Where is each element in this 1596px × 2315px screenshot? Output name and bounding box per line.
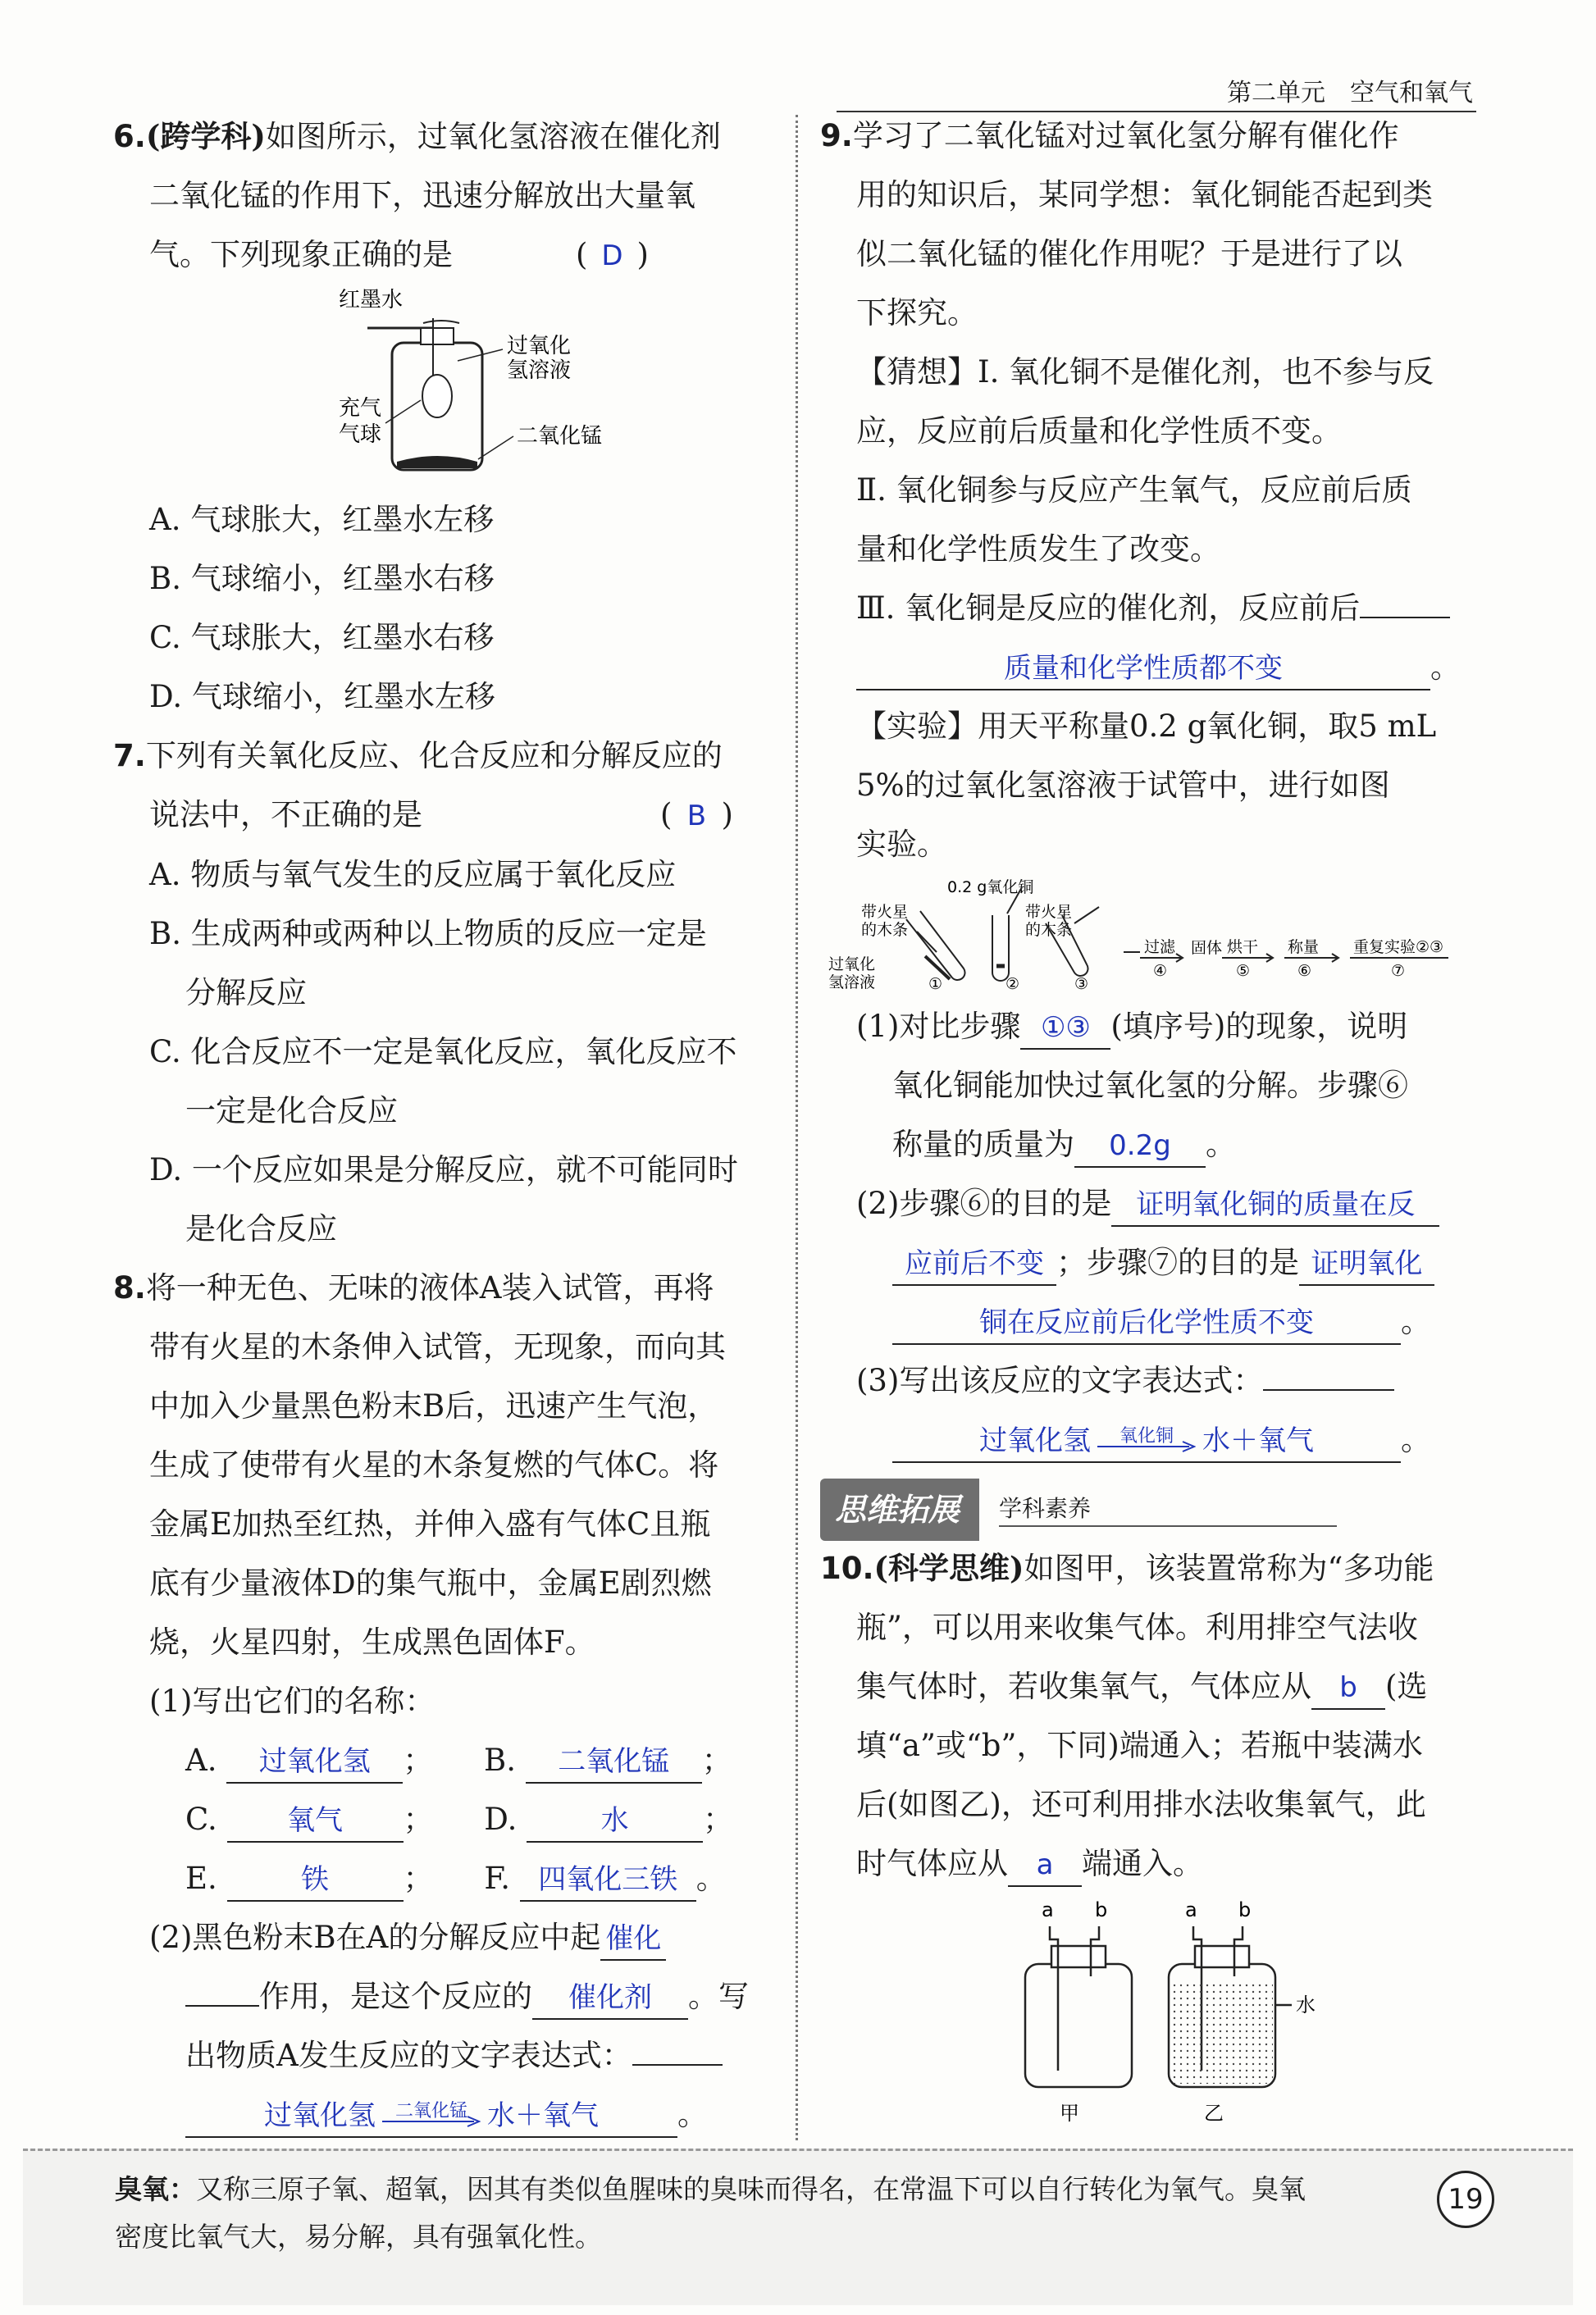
q9-p3: (3)写出该反应的文字表达式： [856,1363,1264,1398]
q7-option-a: A. 物质与氧气发生的反应属于氧化反应 [149,857,677,892]
q8-eq-end: 。 [677,2097,708,2132]
q9-p1-d: 称量的质量为 [892,1127,1074,1162]
q10-text-6a: 时气体应从 [856,1846,1008,1881]
q10-fig-yi: 乙 [1204,2102,1224,2125]
question-8 [113,1259,777,2144]
q9-splint-3 [1074,907,1099,923]
q9-part-2-line-2 [820,1233,1476,1292]
q9-blank-purpose-6a[interactable] [1111,1183,1439,1227]
q9-blank-eq-lead [1263,1389,1394,1391]
q9-fig-solid: 固体 [1191,939,1223,957]
q10-fig-b-2: b [1238,1898,1252,1921]
q10-answer-1: b [1339,1671,1357,1704]
unit-header: 第二单元 空气和氧气 [1227,79,1473,107]
q8-label-c: C. [185,1802,217,1837]
q9-eq-product: 水＋氧气 [1202,1424,1314,1457]
q9-guess-3-answer: 质量和化学性质都不变 [1004,652,1283,685]
q7-option-c-2: 一定是化合反应 [185,1093,398,1128]
q8-names-row-2 [113,1790,777,1849]
q8-blank-b[interactable] [526,1740,702,1784]
column-divider [796,115,798,2140]
left-column [113,107,777,2144]
q8-sep-c: ； [403,1802,434,1837]
section-banner [820,1481,1476,1538]
q6-label-catalyst: 二氧化锰 [517,424,603,449]
q8-sep-b: ； [701,1743,732,1778]
q10-fig-jia: 甲 [1060,2102,1079,2125]
q10-text-5: 后(如图乙)，还可利用排水法收集氧气，此 [856,1787,1426,1822]
q8-stem-4: 生成了使带有火星的木条复燃的气体C。将 [149,1447,719,1483]
q9-p1-end: 。 [1206,1127,1236,1162]
q9-fig-dry: 烘干 [1227,938,1259,956]
q9-fig-step-4: ④ [1153,962,1168,980]
q6-leader-balloon [385,400,421,423]
q9-fig-repeat: 重复实验②③ [1353,938,1444,956]
q6-label-ink: 红墨水 [339,288,404,312]
q9-blank-mass[interactable] [1074,1124,1206,1168]
q6-line-3 [113,226,777,285]
q9-fig-sol-b: 氢溶液 [828,973,876,991]
q10-text-3b: (选 [1385,1669,1428,1704]
q9-p1-a: (1)对比步骤 [856,1009,1021,1044]
q8-sep-e: ； [403,1861,434,1896]
q10-fig-a-1: a [1042,1898,1054,1921]
q7-number: 7. [113,738,146,773]
q7-answer: B [686,800,707,832]
q7-stem-1: 下列有关氧化反应、化合反应和分解反应的 [145,738,723,773]
q10-line-1 [820,1538,1476,1598]
q8-p2-text-1: (2)黑色粉末B在A的分解反应中起 [149,1920,601,1955]
q9-fig-sol-a: 过氧化 [828,955,876,973]
q9-exp-3: 实验。 [856,827,947,862]
q8-stem-7: 烧，火星四射，生成黑色固体F。 [149,1625,595,1660]
q8-stem-6: 底有少量液体D的集气瓶中，金属E剧烈燃 [149,1565,712,1601]
q8-answer-c: 氧气 [287,1804,344,1837]
q10-tag: (科学思维) [873,1550,1024,1586]
q6-answer-parens: ( D ) [576,237,649,272]
q9-fig-step-5: ⑤ [1236,962,1251,980]
q9-p2-a: (2)步骤⑥的目的是 [856,1186,1112,1221]
q8-label-d: D. [484,1802,518,1837]
q9-experiment-figure [828,874,1452,997]
footer-term: 臭氧： [115,2173,196,2205]
footer-note [23,2149,1573,2305]
q7-line-1 [113,727,777,786]
q8-end-f: 。 [695,1861,727,1896]
q8-stem-5: 金属E加热至红热，并伸入盛有气体C且瓶 [149,1506,711,1542]
q6-label-balloon-2: 气球 [339,422,382,447]
q6-label-solution-1: 过氧化 [507,334,572,358]
q9-fig-cuo: 0.2 g氧化铜 [947,878,1034,896]
q9-blank-purpose-7b[interactable] [892,1301,1401,1345]
q9-answer-purpose-7b: 铜在反应前后化学性质不变 [979,1306,1314,1339]
q9-fig-step-3: ③ [1074,975,1089,993]
q10-text-3a: 集气体时，若收集氧气，气体应从 [856,1669,1311,1704]
q8-sep-d: ； [703,1802,734,1837]
q8-answer-a: 过氧化氢 [258,1745,371,1778]
q9-fig-spark-2b: 的木条 [1025,921,1073,939]
q9-exp-2: 5%的过氧化氢溶液于试管中，进行如图 [856,768,1390,803]
q7-stem-2: 说法中，不正确的是 [149,797,422,832]
q7-option-d-2: 是化合反应 [185,1211,337,1246]
q8-blank-catalyst[interactable] [532,1976,688,2020]
q8-label-e: E. [185,1861,217,1896]
q10-line-3 [820,1657,1476,1716]
q8-blank-d[interactable] [527,1799,703,1843]
q9-guess-2b: 量和化学性质发生了改变。 [856,531,1220,567]
q9-blank-purpose-7a[interactable] [1299,1242,1434,1286]
q9-stem-4: 下探究。 [856,295,978,330]
q9-exp-label: 【实验】 [856,709,978,744]
q10-bottles-figure [1009,1898,1353,2128]
q9-eq-end: 。 [1401,1422,1431,1457]
question-6 [113,107,777,727]
q8-part-2-line-2 [113,1967,777,2026]
question-7 [113,727,777,1259]
q9-guess-label: 【猜想】 [856,354,978,390]
q9-equation-line [820,1410,1476,1470]
q8-blank-role-cont [185,2005,259,2007]
q8-label-f: F. [484,1861,510,1896]
q9-part-1-line-3 [820,1115,1476,1174]
q6-balloon [422,375,452,417]
section-title: 思维拓展 [820,1479,979,1541]
q9-stem-3: 似二氧化锰的催化作用呢？于是进行了以 [856,236,1402,271]
q9-fig-step-2: ② [1005,975,1020,993]
q10-bottle-jia [1025,1964,1132,2087]
q9-stem-1: 学习了二氧化锰对过氧化氢分解有催化作 [852,118,1399,153]
q9-exp-line-1 [820,697,1476,756]
q9-eq-arrow [1097,1426,1196,1459]
q8-eq-reactant: 过氧化氢 [264,2099,376,2132]
question-9 [820,107,1476,1470]
q9-guess-3-end: 。 [1430,649,1461,685]
q10-answer-2: a [1036,1848,1054,1881]
q9-arrow-icon [1097,1441,1196,1452]
q8-part-2-line-1 [113,1908,777,1967]
q9-answer-purpose-6b: 应前后不变 [905,1247,1044,1280]
q8-line-1 [113,1259,777,1318]
q9-guess-1b: 应，反应前后质量和化学性质不变。 [856,413,1342,449]
q8-eq-arrow [382,2101,481,2134]
question-10 [820,1538,1476,2128]
q9-p2-end: 。 [1401,1304,1431,1339]
q10-blank-1[interactable] [1311,1666,1385,1710]
q7-option-c-1: C. 化合反应不一定是氧化反应，氧化反应不 [149,1034,737,1069]
q9-tube-1 [906,911,965,980]
footer-text [115,2166,1419,2261]
q10-text-6b: 端通入。 [1082,1846,1203,1881]
q8-blank-e[interactable] [227,1858,404,1902]
q8-arrow-icon [382,2116,481,2127]
q7-answer-parens: ( B ) [660,797,733,832]
q9-eq-reactant: 过氧化氢 [979,1424,1091,1457]
q6-catalyst-layer [397,456,477,468]
q8-answer-role: 催化 [605,1922,662,1955]
q8-blank-f[interactable] [520,1858,696,1902]
q8-eq-condition: 二氧化锰 [394,2100,467,2121]
q9-guess-3-line [820,579,1476,638]
q10-water-fill [1171,1980,1273,2084]
q6-ink-drop [423,321,459,323]
q10-text-2: 瓶”，可以用来收集气体。利用排空气法收 [856,1610,1418,1645]
q9-number: 9. [820,118,853,153]
q6-stem-2: 二氧化锰的作用下，迅速分解放出大量氧 [149,178,695,213]
q9-part-2-line-3 [820,1292,1476,1351]
q10-fig-b-1: b [1095,1898,1108,1921]
q9-blank-guess-3[interactable] [856,647,1430,690]
q9-guess-1a: Ⅰ. 氧化铜不是催化剂，也不参与反 [978,354,1434,390]
q7-option-b-1: B. 生成两种或两种以上物质的反应一定是 [149,916,707,951]
q8-blank-equation[interactable] [185,2094,677,2138]
q9-stem-2: 用的知识后，某同学想：氧化铜能否起到类 [856,177,1433,212]
q9-fig-spark-1b: 的木条 [861,921,909,939]
q8-equation-line [113,2085,777,2144]
q9-eq-condition: 氧化铜 [1119,1425,1174,1447]
q6-stem-3: 气。下列现象正确的是 [149,237,453,272]
q8-stem-1: 将一种无色、无味的液体A装入试管，再将 [145,1270,714,1306]
q8-p2-text-4: 出物质A发生反应的文字表达式： [185,2038,632,2073]
q8-eq-product: 水＋氧气 [487,2099,599,2132]
q10-stopper-yi [1195,1946,1249,1967]
q8-blank-c[interactable] [227,1799,404,1843]
footer-text-2: 密度比氧气大，易分解，具有强氧化性。 [115,2221,602,2253]
q8-blank-role[interactable] [600,1917,666,1961]
q8-names-row-1 [113,1731,777,1790]
q9-line-1 [820,107,1476,166]
q7-option-d-1: D. 一个反应如果是分解反应，就不可能同时 [149,1152,738,1187]
q9-blank-guess-lead [1360,617,1450,618]
q6-stem-1: 如图所示，过氧化氢溶液在催化剂 [265,119,721,154]
q6-number: 6. [113,119,146,154]
q9-fig-spark-1a: 带火星 [861,903,909,921]
q8-names-row-3 [113,1849,777,1908]
q8-stem-3: 中加入少量黑色粉末B后，迅速产生气泡， [149,1388,718,1424]
q9-fig-step-6: ⑥ [1297,962,1312,980]
q9-blank-purpose-6b[interactable] [892,1242,1056,1286]
q9-fig-weigh: 称量 [1288,938,1320,956]
q9-fig-spark-2a: 带火星 [1025,903,1073,921]
q10-line-6 [820,1834,1476,1893]
q10-fig-a-2: a [1185,1898,1197,1921]
q9-blank-equation[interactable] [892,1420,1401,1463]
q6-label-balloon-1: 充气 [339,396,382,421]
q6-option-c: C. 气球胀大，红墨水右移 [149,620,495,655]
q8-answer-catalyst: 催化剂 [568,1981,652,2014]
q8-blank-eq-lead [632,2064,723,2066]
q8-p2-text-3: 。写 [688,1979,749,2014]
q9-guess-2a: Ⅱ. 氧化铜参与反应产生氧气，反应前后质 [856,472,1412,508]
q7-line-2 [113,786,777,845]
q10-stopper-jia [1051,1946,1106,1967]
right-column [820,107,1476,2128]
q9-tube-2 [992,915,1009,981]
q7-option-b-2: 分解反应 [185,975,307,1010]
q6-line-1 [113,107,777,166]
footer-text-1: 又称三原子氧、超氧，因其有类似鱼腥味的臭味而得名，在常温下可以自行转化为氧气。臭氧 [196,2173,1306,2205]
q8-answer-d: 水 [600,1804,629,1837]
section-subtitle: 学科素养 [999,1492,1337,1527]
q9-part-3-line-1 [820,1351,1476,1410]
q9-guess-3: Ⅲ. 氧化铜是反应的催化剂，反应前后 [856,590,1361,626]
q6-tag: (跨学科) [145,118,266,154]
q9-fig-step-1: ① [928,975,943,993]
q8-answer-e: 铁 [301,1863,330,1896]
q6-apparatus-figure [335,285,663,490]
q8-sep-a: ； [403,1743,434,1778]
q9-answer-steps: ①③ [1040,1011,1091,1044]
q8-label-a: A. [185,1743,217,1778]
q9-splint-1 [917,932,937,952]
q6-label-solution-2: 氢溶液 [507,358,572,383]
q10-blank-2[interactable] [1008,1843,1082,1887]
q9-p1-c: 氧化铜能加快过氧化氢的分解。步骤⑥ [892,1068,1408,1103]
q9-answer-purpose-7a: 证明氧化 [1311,1247,1423,1280]
q8-stem-2: 带有火星的木条伸入试管，无现象，而向其 [149,1329,726,1365]
q9-fig-filter: 过滤 [1144,938,1176,956]
q9-blank-steps[interactable] [1020,1006,1110,1050]
q8-answer-f: 四氧化三铁 [538,1863,678,1896]
q10-number: 10. [820,1551,874,1586]
q9-guess-line-1 [820,343,1476,402]
q9-part-2-line-1 [820,1174,1476,1233]
q9-guess-3-answer-line [820,638,1476,697]
q10-text-1: 如图甲，该装置常称为“多功能 [1024,1551,1434,1586]
q8-number: 8. [113,1270,146,1306]
q9-exp-1: 用天平称量0.2 g氧化铜，取5 mL [978,709,1437,744]
q6-option-b: B. 气球缩小，红墨水右移 [149,561,495,596]
q10-fig-water: 水 [1296,1994,1316,2017]
q9-answer-purpose-6a: 证明氧化铜的质量在反 [1136,1188,1416,1221]
q6-option-a: A. 气球胀大，红墨水左移 [149,502,495,537]
page-number: 19 [1437,2171,1494,2228]
q8-part-1-prompt: (1)写出它们的名称： [149,1684,435,1719]
q6-option-d: D. 气球缩小，红墨水左移 [149,679,495,714]
q6-answer: D [601,239,623,272]
q6-stopper [421,328,454,344]
q10-text-4: 填“a”或“b”，下同)端通入；若瓶中装满水 [856,1728,1423,1763]
q8-p2-text-2: 作用，是这个反应的 [259,1979,532,2014]
q9-p1-b: (填序号)的现象，说明 [1110,1009,1408,1044]
q9-p2-b: ；步骤⑦的目的是 [1056,1245,1299,1280]
q8-blank-a[interactable] [226,1740,403,1784]
q9-fig-step-7: ⑦ [1391,962,1406,980]
q6-leader-solution [458,349,503,361]
q8-answer-b: 二氧化锰 [558,1745,670,1778]
q8-part-2-line-3 [113,2026,777,2085]
q9-part-1-line-1 [820,997,1476,1056]
q8-label-b: B. [484,1743,516,1778]
q9-answer-mass: 0.2g [1109,1129,1171,1162]
